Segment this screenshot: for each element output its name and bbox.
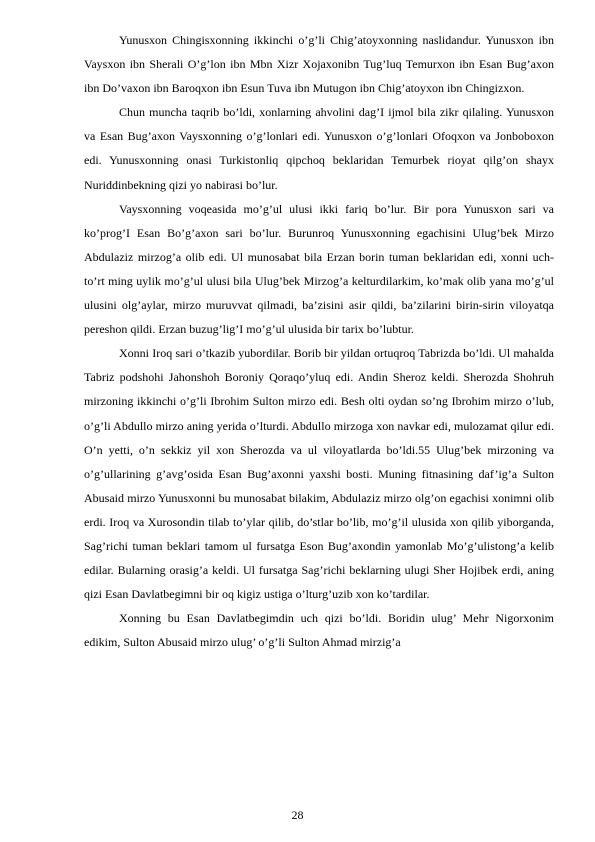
paragraph-3: Vaysxonning voqeasida mo’g’ul ulusi ikki fariq bo’lur. Bir pora Yunusxon sari va ko’prog’I Esan Bo’g’axon sari bo’lur. Burunroq Yunusxonning egachisini Ulug’bek Mirzo Abdulaziz mirzog’a olib edi. Ul munosabat bila Erzan borin tuman beklaridan edi, xonni uch-to’rt ming uylik mo’g’ul ulusi bila Ulug’bek Mirzog’a kelturdilarkim, ko’mak olib yana mo’g’ul ulusini olg’aylar, mirzo muruvvat qilmadi, ba’zisini asir qildi, ba’zilarini birin-sirin viloyatqa pereshon qildi. Erzan buzug’lig’I mo’g’ul ulusida bir tarix bo’lubtur. [84,201,554,337]
page-number: 28 [291,808,304,822]
paragraph-4: Xonni Iroq sari o’tkazib yubordilar. Borib bir yildan ortuqroq Tabrizda bo’ldi. Ul mahalda Tabriz podshohi Jahonshoh Boroniy Qoraqo’yluq edi. Andin Sheroz keldi. Sherozda Shohruh mirzoning ikkinchi o’g’li Ibrohim Sulton mirzo edi. Besh olti oydan so’ng Ibrohim mirzo o’lub, o’g’li Abdullo mirzo aning yerida o’lturdi. Abdullo mirzoga xon navkar edi, mulozamat qilur edi. O’n yetti, o’n sekkiz yil xon Sherozda va ul viloyatlarda bo’ldi.55 Ulug’bek mirzoning va o’g’ullarining g’avg’osida Esan Bug’axonni yaxshi bosti. Muning fitnasining daf’ig’a Sulton Abusaid mirzo Yunusxonni bu munosabat bilakim, Abdulaziz mirzo olg’on egachisi xonimni olib erdi. Iroq va Xurosondin tilab to’ylar qilib, do’stlar bo’lib, mo’g’il ulusida xon qilib yiborganda, Sag’richi tuman beklari tamom ul fursatga Eson Bug’axondin yamonlab Mo’g’ulistong’a kelib edilar. Bularning orasig’a keldi. Ul fursatga Sag’richi beklarning ulugi Sher Hojibek erdi, aning qizi Esan Davlatbegimni bir oq kigiz ustiga o’lturg’uzib xon ko’tardilar. [84,346,554,602]
document-body [84,28,554,654]
paragraph-2: Chun muncha taqrib bo’ldi, xonlarning ahvolini dag’I ijmol bila zikr qilaling. Yunusxon va Esan Bug’axon Vaysxonning o’g’lonlari edi. Yunusxon o’g’lonlari Ofoqxon va Jonboboxon edi. Yunusxonning onasi Turkistonliq qipchoq beklaridan Temurbek rioyat qilg’on shayx Nuriddinbekning qizi yo nabirasi bo’lur. [84,105,554,192]
paragraph-1: Yunusxon Chingisxonning ikkinchi o’g’li Chig’atoyxonning naslidandur. Yunusxon ibn Vaysxon ibn Sherali O’g’lon ibn Mbn Xizr Xojaxonibn Tug’luq Temurxon ibn Esan Bug’axon ibn Do’vaxon ibn Baroqxon ibn Esun Tuva ibn Mutugon ibn Chig’atoyxon ibn Chingizxon. [84,33,554,96]
paragraph-5: Xonning bu Esan Davlatbegimdin uch qizi bo’ldi. Boridin ulug’ Mehr Nigorxonim edikim, Sulton Abusaid mirzo ulug’ o’g’li Sulton Ahmad mirzig’a [84,611,554,650]
